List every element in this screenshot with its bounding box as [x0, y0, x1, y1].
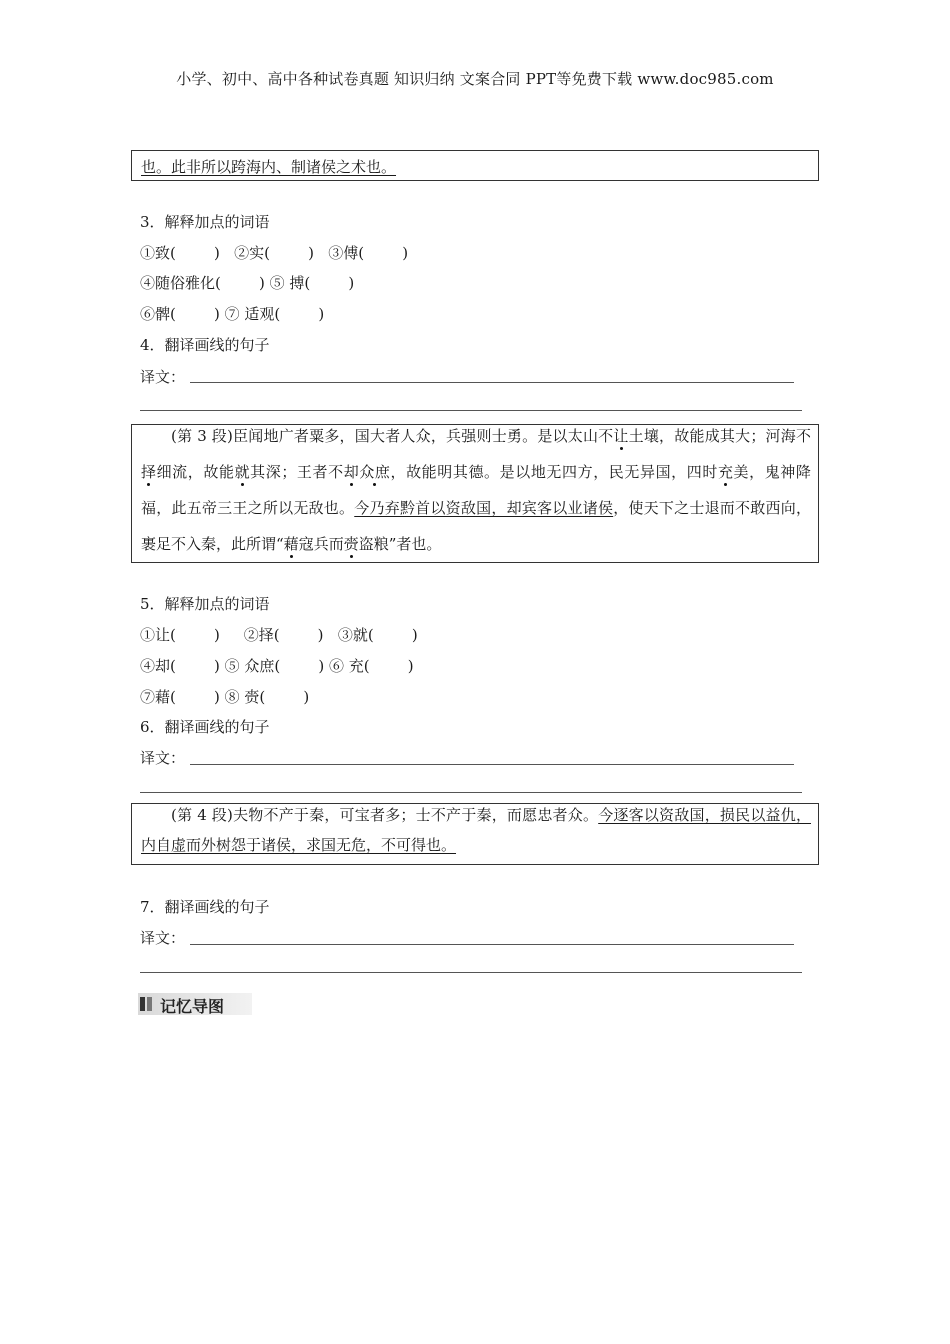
dotted-word-rang: 让	[613, 427, 629, 445]
excerpt-box-2	[131, 424, 819, 563]
translation-label-6: 译文：	[140, 749, 186, 767]
answer-line-7b[interactable]	[140, 972, 802, 973]
para3-text-b: 土壤，故能成其大；河海不	[628, 427, 811, 445]
dotted-word-jiu: 就	[234, 463, 251, 481]
underlined-sentence-3: 今乃弃黔首以资敌国，却宾客以业诸侯	[354, 499, 614, 517]
para3-text-g: ，使天下之士退而不敢西向，裹足不入秦，此所谓“	[141, 499, 811, 553]
excerpt-box-3	[131, 803, 819, 865]
question-7-title: 7．翻译画线的句子	[140, 898, 270, 916]
underlined-sentence-4: 今逐客以资敌国，损民以益仇，内自虚而外树怨于诸侯，求国无危，不可得也。	[141, 806, 811, 854]
answer-line-7a[interactable]	[190, 944, 794, 945]
dotted-word-chong: 充	[717, 463, 734, 481]
question-5-row-1: ①让( ) ②择( ) ③就( )	[140, 626, 418, 644]
para3-text-c: 细流，故能	[156, 463, 235, 481]
question-5-title: 5．解释加点的词语	[140, 595, 270, 613]
underlined-sentence: 也。此非所以跨海内、制诸侯之术也。	[141, 158, 397, 176]
dotted-word-ji2: 赍	[343, 535, 359, 553]
para3-text-a: (第 3 段)臣闻地广者粟多，国大者人众，兵强则士勇。是以太山不	[171, 427, 614, 445]
question-3-title: 3．解释加点的词语	[140, 213, 270, 231]
heading-bar-icon	[140, 997, 145, 1011]
question-3-row-3: ⑥髀( ) ⑦ 适观( )	[140, 305, 325, 323]
para4-text-a: (第 4 段)夫物不产于秦，可宝者多；士不产于秦，而愿忠者众。	[171, 806, 599, 824]
question-3-row-1: ①致( ) ②实( ) ③傅( )	[140, 244, 409, 262]
dotted-word-ji: 藉	[283, 535, 299, 553]
excerpt-box-1	[131, 150, 819, 181]
paragraph-3	[141, 418, 811, 562]
answer-line-6a[interactable]	[190, 764, 794, 765]
para3-text-h: 寇兵而	[298, 535, 344, 553]
para3-text-i: 盗粮”者也。	[358, 535, 442, 553]
translation-label-7: 译文：	[140, 929, 186, 947]
memory-map-label: 记忆导图	[160, 997, 225, 1016]
question-3-row-2: ④随俗雅化( ) ⑤ 搏( )	[140, 274, 355, 292]
heading-bar-icon-secondary	[147, 997, 152, 1011]
answer-line-4a[interactable]	[190, 382, 794, 383]
para3-text-d: 其深；王者不	[250, 463, 344, 481]
page-header: 小学、初中、高中各种试卷真题 知识归纳 文案合同 PPT等免费下载 www.doc985.com	[176, 70, 774, 88]
memory-map-heading	[138, 993, 252, 1015]
para3-text-e: ，故能明其德。是以地无四方，民无异国，四时	[390, 463, 718, 481]
dotted-word-ze: 择	[141, 463, 157, 481]
dotted-word-zhongshu: 众庶	[359, 463, 391, 481]
excerpt-line	[141, 156, 396, 177]
question-4-title: 4．翻译画线的句子	[140, 336, 270, 354]
question-5-row-3: ⑦藉( ) ⑧ 赍( )	[140, 688, 310, 706]
para3-text-f: 美，鬼神降福，此五帝三王之所以无敌也。	[141, 463, 811, 517]
question-5-row-2: ④却( ) ⑤ 众庶( ) ⑥ 充( )	[140, 657, 414, 675]
answer-line-6b[interactable]	[140, 792, 802, 793]
dotted-word-que: 却	[343, 463, 360, 481]
translation-label-4: 译文：	[140, 368, 186, 386]
question-6-title: 6．翻译画线的句子	[140, 718, 270, 736]
paragraph-4	[141, 800, 811, 860]
answer-line-4b[interactable]	[140, 410, 802, 411]
